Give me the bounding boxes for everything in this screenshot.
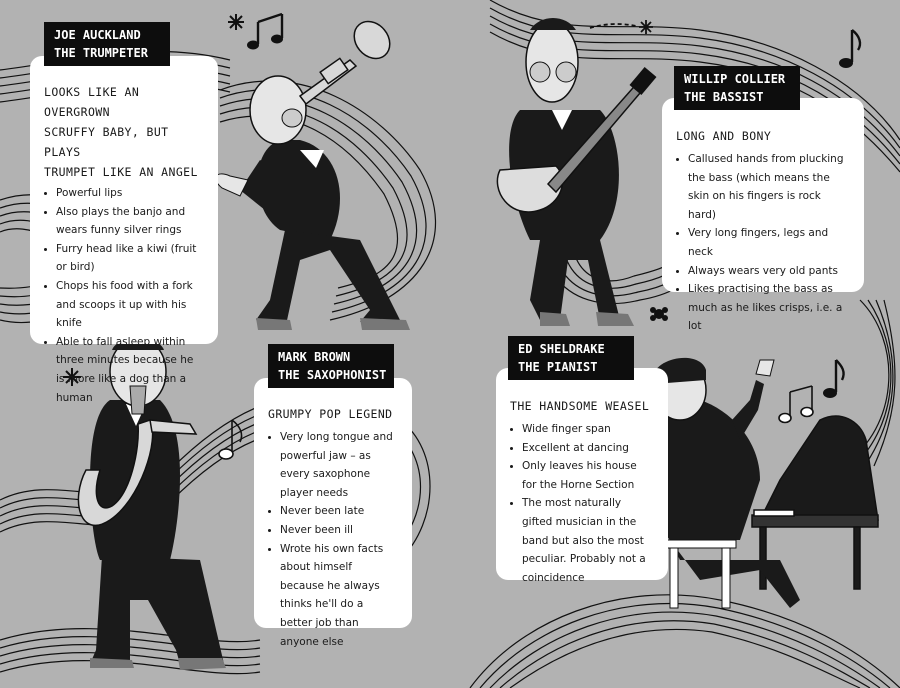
musician-name-tag <box>268 344 394 388</box>
music-note-icon <box>823 360 844 398</box>
fact-item: Able to fall asleep within three minutes because he is more like a dog than a human <box>44 333 204 407</box>
musician-name-tag <box>508 336 634 380</box>
musician-tagline <box>268 404 398 424</box>
fact-item: Excellent at dancing <box>510 439 654 458</box>
fact-item: Likes practising the bass as much as he likes crisps, i.e. a lot <box>676 280 850 336</box>
musician-card-saxophonist <box>254 378 412 648</box>
musician-role: THE TRUMPETER <box>54 46 148 60</box>
fact-item: Very long tongue and powerful jaw – as every saxophone player needs <box>268 428 398 502</box>
fact-item: Callused hands from plucking the bass (which means the skin on his fingers is rock hard) <box>676 150 850 224</box>
musician-role: THE BASSIST <box>684 90 764 104</box>
fact-item: Always wears very old pants <box>676 262 850 281</box>
trumpet-icon <box>300 14 397 104</box>
fact-item: Very long fingers, legs and neck <box>676 224 850 261</box>
musician-card-bassist <box>662 98 864 333</box>
tagline-line: GRUMPY POP LEGEND <box>268 407 393 421</box>
musician-tagline <box>676 126 850 146</box>
music-note-icon <box>779 386 813 423</box>
musician-name: WILLIP COLLIER <box>684 72 786 86</box>
fact-item: Wrote his own facts about himself because he always thinks he'll do a better job than anyone else <box>268 540 398 652</box>
musician-name-tag <box>674 66 800 110</box>
musician-role: THE SAXOPHONIST <box>278 368 387 382</box>
musician-tagline <box>44 82 204 182</box>
flower-icon <box>650 307 668 321</box>
fact-item: Chops his food with a fork and scoops it up with his knife <box>44 277 204 333</box>
musician-card-trumpeter <box>30 56 218 404</box>
musician-facts-list <box>510 420 654 587</box>
tagline-line: SCRUFFY BABY, BUT PLAYS <box>44 125 169 159</box>
tagline-line: THE HANDSOME WEASEL <box>510 399 650 413</box>
musician-name: JOE AUCKLAND <box>54 28 141 42</box>
sparkle-icon <box>228 14 244 30</box>
music-note-icon <box>839 30 860 68</box>
fact-item: Never been ill <box>268 521 398 540</box>
musician-card-pianist <box>496 368 668 584</box>
musician-name: MARK BROWN <box>278 350 351 364</box>
music-note-icon <box>247 14 283 50</box>
fact-item: Only leaves his house for the Horne Section <box>510 457 654 494</box>
musician-facts-list <box>676 150 850 336</box>
fact-item: Powerful lips <box>44 184 204 203</box>
tagline-line: LONG AND BONY <box>676 129 772 143</box>
music-staff-swirl-bottom-right <box>0 595 900 688</box>
tagline-line: LOOKS LIKE AN OVERGROWN <box>44 85 140 119</box>
fact-item: Furry head like a kiwi (fruit or bird) <box>44 240 204 277</box>
tagline-line: TRUMPET LIKE AN ANGEL <box>44 165 198 179</box>
fact-item: Also plays the banjo and wears funny silver rings <box>44 203 204 240</box>
musician-role: THE PIANIST <box>518 360 598 374</box>
musician-name: ED SHELDRAKE <box>518 342 605 356</box>
musician-name-tag <box>44 22 170 66</box>
fact-item: Wide finger span <box>510 420 654 439</box>
fact-item: The most naturally gifted musician in the band but also the most peculiar. Probably not a coincidence <box>510 494 654 587</box>
pianist-illustration <box>649 358 878 608</box>
musician-facts-list <box>268 428 398 651</box>
musician-facts-list <box>44 184 204 407</box>
bassist-illustration <box>497 18 655 326</box>
fact-item: Never been late <box>268 502 398 521</box>
musician-tagline <box>510 396 654 416</box>
